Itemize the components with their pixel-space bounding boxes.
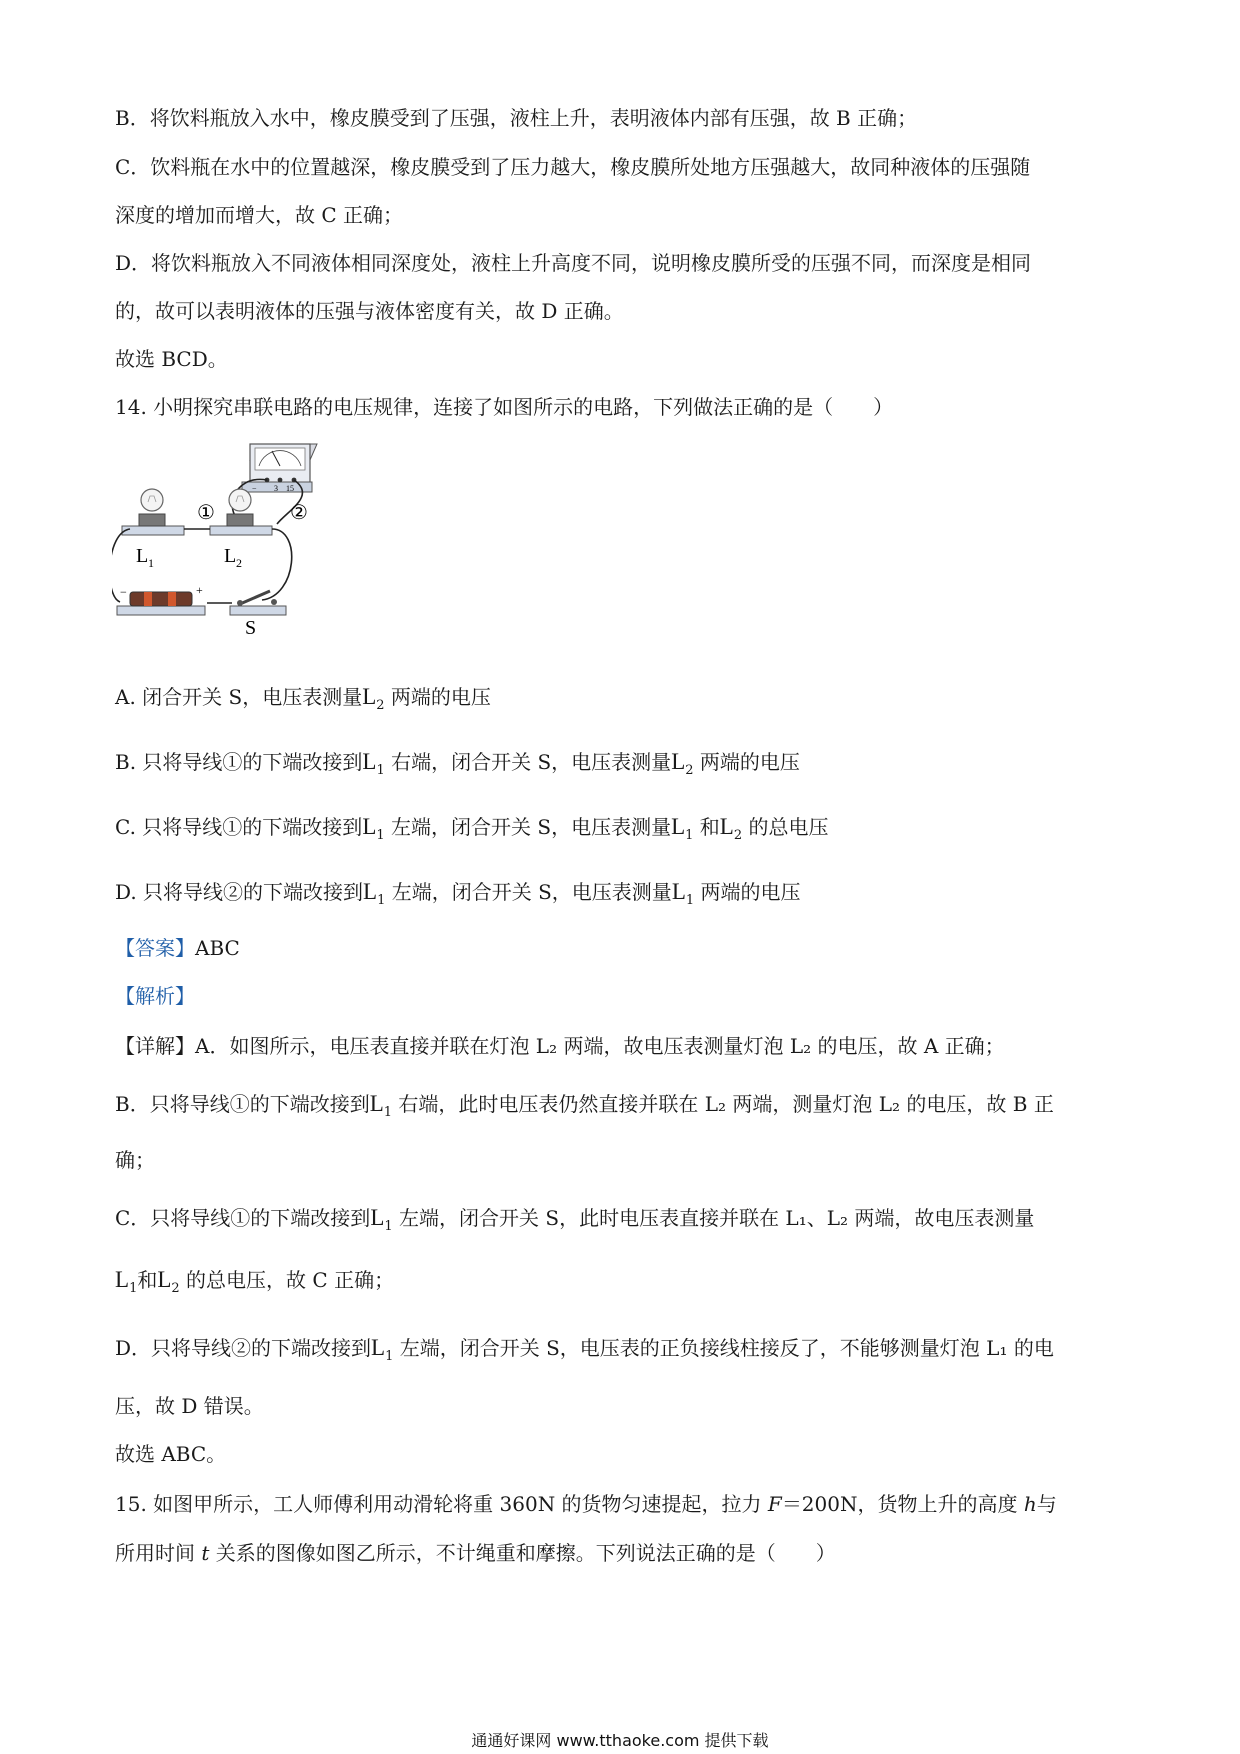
option-b: B. 只将导线①的下端改接到$L_1$ 右端，闭合开关 S，电压表测量$L_2$ 两端的电压 [115, 749, 800, 778]
detail-d: D．只将导线②的下端改接到$L_1$ 左端，闭合开关 S，电压表的正负接线柱接反了，不能够测量灯泡 L₁ 的电 [115, 1335, 1054, 1364]
lamp-2-label: L [224, 545, 237, 567]
question-15: 15. 如图甲所示，工人师傅利用动滑轮将重 360N 的货物匀速提起，拉力 F＝200N，货物上升的高度 h与 [115, 1492, 1057, 1516]
question-15-cont: 所用时间 t 关系的图像如图乙所示，不计绳重和摩擦。下列说法正确的是（ ） [115, 1541, 836, 1565]
solution-line-c-cont: 深度的增加而增大，故 C 正确； [115, 203, 404, 227]
detail-c-cont: $L_1$和$L_2$ 的总电压，故 C 正确； [115, 1267, 395, 1296]
detail-conclusion: 故选 ABC。 [115, 1442, 227, 1466]
page-footer: 通通好课网 www.tthaoke.com 提供下载 [471, 1731, 769, 1750]
solution-line-c: C．饮料瓶在水中的位置越深，橡皮膜受到了压力越大，橡皮膜所处地方压强越大，故同种液体的压强随 [115, 155, 1031, 179]
lamp-1-sub: 1 [148, 556, 154, 570]
switch-icon [230, 591, 286, 615]
wire-1-label: ① [197, 502, 215, 524]
option-a: A. 闭合开关 S，电压表测量$L_2$ 两端的电压 [115, 684, 491, 713]
lamp-2-icon [210, 489, 272, 535]
analysis-line [115, 982, 195, 1010]
answer-text: ABC [195, 936, 240, 960]
switch-label: S [245, 617, 257, 636]
analysis-tag: 【解析】 [115, 984, 195, 1008]
meter-tick-3: 3 [274, 484, 278, 493]
meter-tick-15: 15 [286, 484, 294, 493]
solution-line-d: D．将饮料瓶放入不同液体相同深度处，液柱上升高度不同，说明橡皮膜所受的压强不同，而深度是相同 [115, 251, 1032, 275]
answer-line [115, 934, 240, 962]
lamp-1-label: L [136, 545, 149, 567]
question-14: 14. 小明探究串联电路的电压规律，连接了如图所示的电路，下列做法正确的是（ ） [115, 395, 894, 419]
detail-b-cont: 确； [115, 1148, 155, 1172]
battery-plus: + [196, 583, 203, 597]
solution-conclusion: 故选 BCD。 [115, 347, 228, 371]
detail-a: 【详解】A．如图所示，电压表直接并联在灯泡 L₂ 两端，故电压表测量灯泡 L₂ 的电压，故 A 正确； [115, 1034, 1005, 1058]
wire-2-label: ② [290, 502, 308, 524]
solution-line-b: B．将饮料瓶放入水中，橡皮膜受到了压强，液柱上升，表明液体内部有压强，故 B 正确； [115, 106, 918, 130]
battery-icon [117, 592, 205, 615]
option-d: D. 只将导线②的下端改接到$L_1$ 左端，闭合开关 S，电压表测量$L_1$ 两端的电压 [115, 879, 801, 908]
battery-minus: − [120, 585, 127, 599]
detail-d-cont: 压，故 D 错误。 [115, 1394, 264, 1418]
lamp-2-sub: 2 [236, 556, 242, 570]
meter-tick-minus: − [252, 484, 257, 493]
answer-tag: 【答案】 [115, 936, 195, 960]
option-c: C. 只将导线①的下端改接到$L_1$ 左端，闭合开关 S，电压表测量$L_1$ 和$L_2$ 的总电压 [115, 814, 829, 843]
detail-c: C．只将导线①的下端改接到$L_1$ 左端，闭合开关 S，此时电压表直接并联在 L₁、L₂ 两端，故电压表测量 [115, 1205, 1035, 1234]
lamp-1-icon [122, 489, 184, 535]
detail-tag: 【详解】 [115, 1034, 195, 1058]
circuit-figure [112, 436, 332, 636]
detail-b: B．只将导线①的下端改接到$L_1$ 右端，此时电压表仍然直接并联在 L₂ 两端，测量灯泡 L₂ 的电压，故 B 正 [115, 1091, 1054, 1120]
solution-line-d-cont: 的，故可以表明液体的压强与液体密度有关，故 D 正确。 [115, 299, 624, 323]
